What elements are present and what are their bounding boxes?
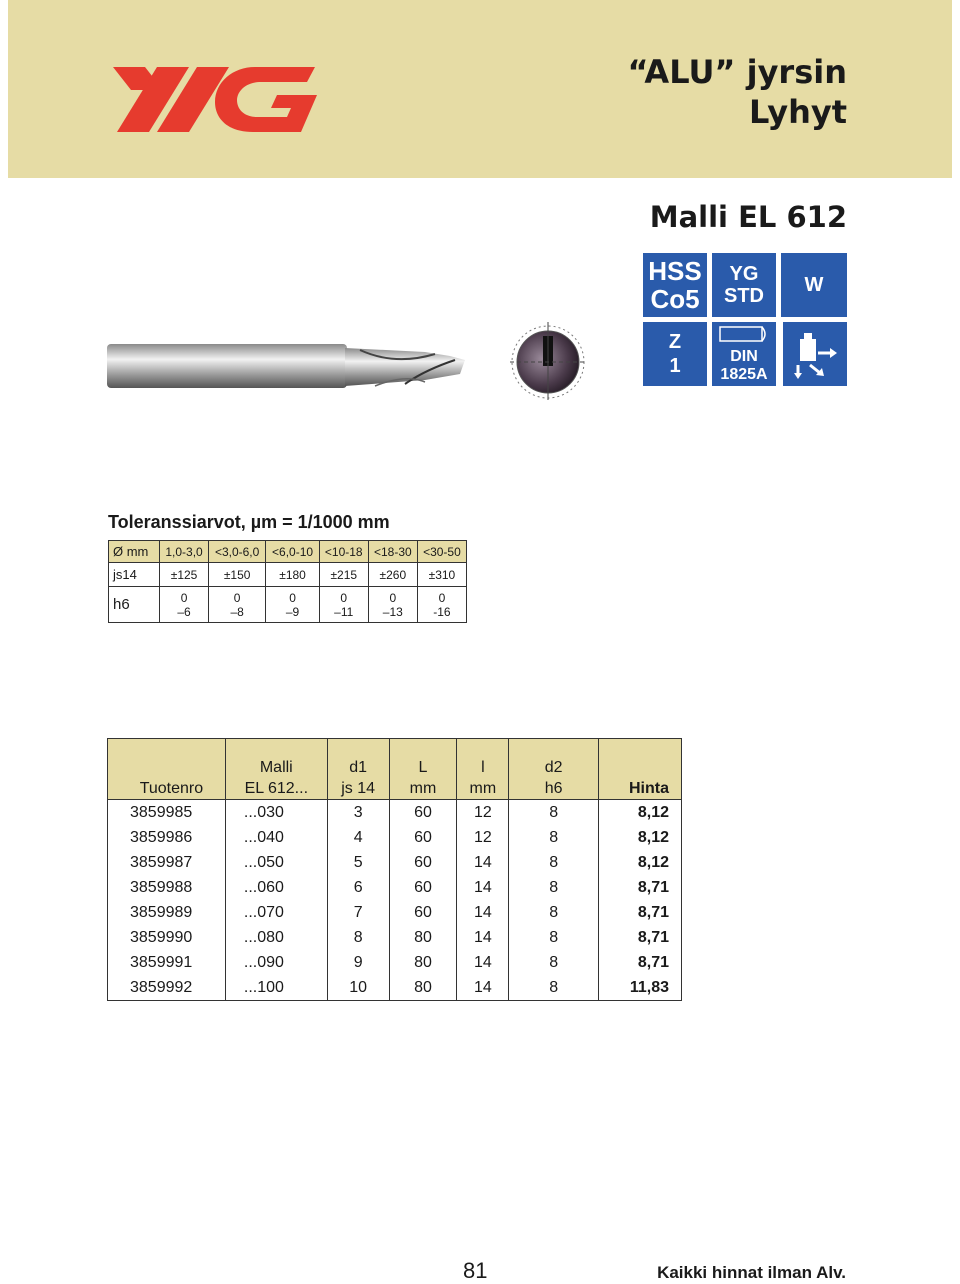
yg-std-badge	[712, 253, 776, 317]
js14-cell: ±150	[208, 563, 266, 587]
cell-malli: ...070	[225, 900, 327, 925]
cell-l: 60	[389, 825, 457, 850]
cell-malli: ...090	[225, 950, 327, 975]
cell-malli: ...030	[225, 800, 327, 826]
js14-cell: ±125	[160, 563, 209, 587]
cell-l: 14	[457, 875, 509, 900]
flute-count: 1	[669, 355, 681, 377]
table-row	[108, 950, 682, 975]
table-row	[108, 925, 682, 950]
h6-cell: 0 –6	[160, 587, 209, 623]
cell-d2: 8	[509, 950, 599, 975]
cell-malli: ...100	[225, 975, 327, 1001]
table-row	[108, 800, 682, 826]
cell-l: 14	[457, 975, 509, 1001]
cell-hinta: 8,71	[637, 928, 669, 946]
cell-tuotenro: 3859987	[108, 850, 226, 875]
product-table	[107, 738, 682, 1001]
h6-row	[109, 587, 467, 623]
col-tuotenro: Tuotenro	[108, 739, 226, 800]
range-cell: 1,0-3,0	[160, 541, 209, 563]
co5-label: Co5	[650, 284, 700, 314]
product-title	[628, 52, 847, 132]
cell-d1: 10	[327, 975, 389, 1001]
js14-row	[109, 563, 467, 587]
cell-d1: 7	[327, 900, 389, 925]
col-L: L mm	[389, 739, 457, 800]
product-header-row	[108, 739, 682, 800]
title-line-2: Lyhyt	[748, 93, 847, 131]
range-cell: <10-18	[319, 541, 368, 563]
cell-malli: ...060	[225, 875, 327, 900]
js14-cell: ±215	[319, 563, 368, 587]
z-label: Z	[668, 331, 682, 353]
range-cell: <3,0-6,0	[208, 541, 266, 563]
cell-hinta: 11,83	[629, 978, 669, 996]
cell-l: 12	[457, 825, 509, 850]
cell-l: 14	[457, 900, 509, 925]
cell-l: 80	[389, 975, 457, 1001]
js14-cell: ±180	[266, 563, 319, 587]
cell-l: 14	[457, 850, 509, 875]
cell-malli: ...080	[225, 925, 327, 950]
tolerance-header-row	[109, 541, 467, 563]
cell-l: 14	[457, 925, 509, 950]
w-badge	[781, 253, 847, 317]
tolerance-table	[108, 540, 467, 623]
cell-l: 14	[457, 950, 509, 975]
cell-l: 60	[389, 850, 457, 875]
yg-logo	[105, 62, 320, 137]
cell-l: 60	[389, 800, 457, 826]
cell-tuotenro: 3859992	[108, 975, 226, 1001]
diameter-label: Ø mm	[109, 541, 160, 563]
js14-cell: ±260	[368, 563, 417, 587]
cell-malli: ...040	[225, 825, 327, 850]
col-hinta: Hinta	[599, 739, 682, 800]
cell-tuotenro: 3859986	[108, 825, 226, 850]
cell-tuotenro: 3859990	[108, 925, 226, 950]
cell-d2: 8	[509, 925, 599, 950]
cell-tuotenro: 3859988	[108, 875, 226, 900]
cell-l: 60	[389, 875, 457, 900]
hss-co5-badge	[643, 253, 707, 317]
cell-l: 12	[457, 800, 509, 826]
cell-hinta: 8,12	[637, 828, 669, 846]
cell-tuotenro: 3859985	[108, 800, 226, 826]
col-l: l mm	[457, 739, 509, 800]
cell-d2: 8	[509, 900, 599, 925]
cell-d2: 8	[509, 975, 599, 1001]
col-malli: Malli EL 612...	[225, 739, 327, 800]
cell-d2: 8	[509, 875, 599, 900]
cell-d1: 3	[327, 800, 389, 826]
table-row	[108, 900, 682, 925]
h6-cell: 0 –8	[208, 587, 266, 623]
cell-d2: 8	[509, 850, 599, 875]
cell-tuotenro: 3859991	[108, 950, 226, 975]
cell-d2: 8	[509, 825, 599, 850]
milling-direction-icon	[790, 329, 840, 379]
hss-label: HSS	[648, 256, 702, 286]
yg-label: YG	[729, 263, 759, 285]
table-row	[108, 975, 682, 1001]
din-badge	[712, 322, 776, 386]
w-label: W	[804, 273, 824, 296]
cross-section-icon	[508, 320, 588, 402]
js14-cell: ±310	[417, 563, 466, 587]
cell-hinta: 8,71	[637, 953, 669, 971]
h6-cell: 0 -16	[417, 587, 466, 623]
tolerance-title: Toleranssiarvot, µm = 1/1000 mm	[108, 512, 390, 532]
cell-hinta: 8,71	[637, 903, 669, 921]
cell-hinta: 8,12	[637, 853, 669, 871]
cell-d1: 4	[327, 825, 389, 850]
cell-hinta: 8,71	[637, 878, 669, 896]
cell-tuotenro: 3859989	[108, 900, 226, 925]
model-title: Malli EL 612	[649, 200, 847, 234]
cell-d1: 5	[327, 850, 389, 875]
price-note: Kaikki hinnat ilman Alv.	[657, 1263, 846, 1282]
cell-l: 80	[389, 925, 457, 950]
table-row	[108, 875, 682, 900]
title-line-1: “ALU” jyrsin	[627, 53, 847, 91]
cell-d1: 8	[327, 925, 389, 950]
din-label: DIN	[730, 348, 758, 365]
h6-cell: 0 –9	[266, 587, 319, 623]
cell-d1: 6	[327, 875, 389, 900]
h6-label: h6	[109, 587, 160, 623]
page-number: 81	[463, 1258, 488, 1283]
shank-icon	[718, 324, 770, 344]
end-mill-image	[105, 330, 465, 400]
din-number: 1825A	[720, 366, 768, 383]
h6-cell: 0 –11	[319, 587, 368, 623]
cell-malli: ...050	[225, 850, 327, 875]
col-d2: d2 h6	[509, 739, 599, 800]
range-cell: <30-50	[417, 541, 466, 563]
table-row	[108, 850, 682, 875]
z-flutes-badge	[643, 322, 707, 386]
col-d1: d1 js 14	[327, 739, 389, 800]
cell-l: 60	[389, 900, 457, 925]
range-cell: <6,0-10	[266, 541, 319, 563]
js14-label: js14	[109, 563, 160, 587]
application-badge	[783, 322, 847, 386]
cell-d2: 8	[509, 800, 599, 826]
cell-d1: 9	[327, 950, 389, 975]
range-cell: <18-30	[368, 541, 417, 563]
table-row	[108, 825, 682, 850]
std-label: STD	[724, 285, 764, 307]
cell-l: 80	[389, 950, 457, 975]
h6-cell: 0 –13	[368, 587, 417, 623]
cell-hinta: 8,12	[637, 803, 669, 821]
